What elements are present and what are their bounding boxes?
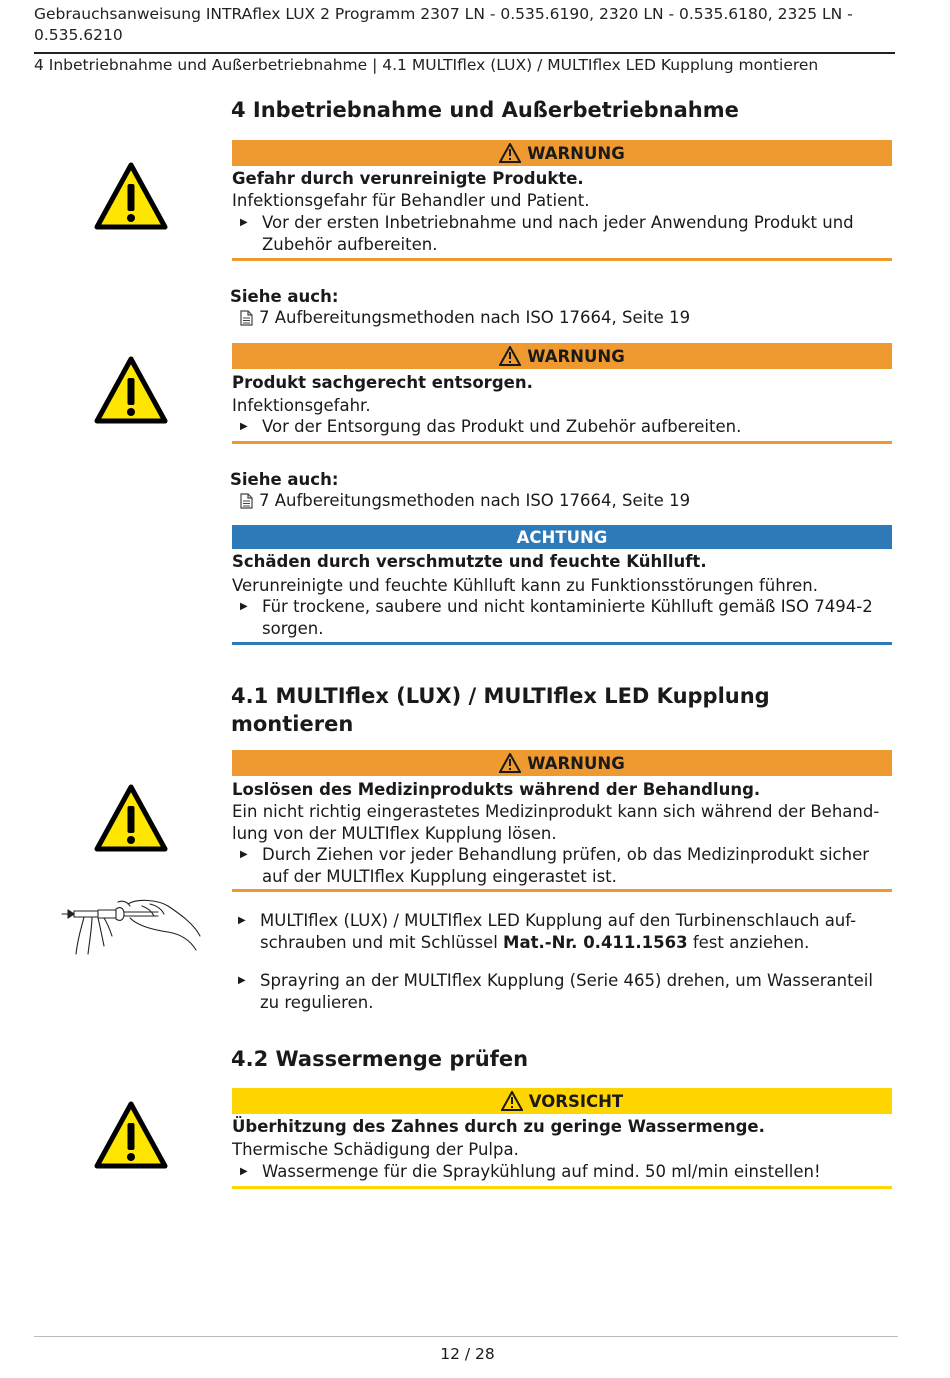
notice-headline: Schäden durch verschmutzte und feuchte Kühlluft. xyxy=(232,552,707,571)
header-divider xyxy=(34,52,895,54)
triangle-bullet-icon: ▶ xyxy=(238,975,246,986)
warning-small-icon xyxy=(501,1091,523,1111)
caution-rule xyxy=(232,1186,892,1189)
warning-consequence: Ein nicht richtig eingerastetes Medizinprodukt kann sich während der Behand- lung von der MULTIflex Kupplung lösen. xyxy=(232,802,880,843)
warning-step: ▶ Vor der Entsorgung das Produkt und Zubehör aufbereiten. xyxy=(240,417,742,436)
warning-small-icon xyxy=(499,143,521,163)
caution-banner xyxy=(232,1088,892,1114)
warning-label: WARNUNG xyxy=(527,753,625,773)
notice-consequence: Verunreinigte und feuchte Kühlluft kann zu Funktionsstörungen führen. xyxy=(232,576,818,595)
warning-rule xyxy=(232,889,892,892)
triangle-bullet-icon: ▶ xyxy=(240,421,248,432)
notice-step: ▶ Für trockene, saubere und nicht kontaminierte Kühlluft gemäß ISO 7494-2 sorgen. xyxy=(240,597,873,638)
warning-step: ▶ Vor der ersten Inbetriebnahme und nach jeder Anwendung Produkt und Zubehör aufbereiten. xyxy=(240,213,854,254)
warning-triangle-icon xyxy=(94,162,168,230)
triangle-bullet-icon: ▶ xyxy=(240,601,248,612)
caution-step: ▶ Wassermenge für die Spraykühlung auf mind. 50 ml/min einstellen! xyxy=(240,1162,821,1181)
warning-banner xyxy=(232,750,892,776)
warning-rule xyxy=(232,441,892,444)
warning-banner xyxy=(232,343,892,369)
warning-headline: Loslösen des Medizinprodukts während der Behandlung. xyxy=(232,780,761,799)
warning-label: WARNUNG xyxy=(527,346,625,366)
document-icon xyxy=(240,310,253,326)
warning-triangle-icon xyxy=(94,356,168,424)
notice-rule xyxy=(232,642,892,645)
triangle-bullet-icon: ▶ xyxy=(240,217,248,228)
caution-headline: Überhitzung des Zahnes durch zu geringe Wassermenge. xyxy=(232,1117,765,1136)
caution-label: VORSICHT xyxy=(528,1091,624,1111)
see-also-link[interactable]: 7 Aufbereitungsmethoden nach ISO 17664, Seite 19 xyxy=(240,308,690,327)
caution-consequence: Thermische Schädigung der Pulpa. xyxy=(232,1140,519,1159)
footer-divider xyxy=(34,1336,898,1337)
see-also-link[interactable]: 7 Aufbereitungsmethoden nach ISO 17664, Seite 19 xyxy=(240,491,690,510)
warning-headline: Produkt sachgerecht entsorgen. xyxy=(232,373,533,392)
notice-label: ACHTUNG xyxy=(516,527,608,547)
instruction-step: ▶ MULTIflex (LUX) / MULTIflex LED Kupplung auf den Turbinenschlauch auf- schrauben und mit Schlüssel Mat.-Nr. 0.411.1563 fest anziehen. xyxy=(238,911,857,952)
warning-headline: Gefahr durch verunreinigte Produkte. xyxy=(232,169,584,188)
warning-banner xyxy=(232,140,892,166)
notice-banner xyxy=(232,525,892,549)
page-number: 12 / 28 xyxy=(440,1345,495,1363)
subsection-title: 4.2 Wassermenge prüfen xyxy=(231,1047,529,1071)
triangle-bullet-icon: ▶ xyxy=(240,849,248,860)
triangle-bullet-icon: ▶ xyxy=(240,1166,248,1177)
warning-triangle-icon xyxy=(94,784,168,852)
warning-rule xyxy=(232,258,892,261)
material-number: Mat.-Nr. 0.411.1563 xyxy=(503,932,688,952)
warning-triangle-icon xyxy=(94,1101,168,1169)
warning-consequence: Infektionsgefahr für Behandler und Patient. xyxy=(232,191,590,210)
breadcrumb: 4 Inbetriebnahme und Außerbetriebnahme | 4.1 MULTIflex (LUX) / MULTIflex LED Kupplung montieren xyxy=(34,56,819,74)
warning-small-icon xyxy=(499,346,521,366)
instruction-step: ▶ Sprayring an der MULTIflex Kupplung (Serie 465) drehen, um Wasseranteil zu regulieren. xyxy=(238,971,873,1012)
subsection-title: 4.1 MULTIflex (LUX) / MULTIflex LED Kupplung montieren xyxy=(231,684,770,736)
see-also-label: Siehe auch: xyxy=(230,287,339,306)
warning-small-icon xyxy=(499,753,521,773)
coupling-mounting-illustration xyxy=(58,896,203,958)
see-also-label: Siehe auch: xyxy=(230,470,339,489)
section-title: 4 Inbetriebnahme und Außerbetriebnahme xyxy=(231,98,739,122)
doc-title: Gebrauchsanweisung INTRAflex LUX 2 Programm 2307 LN - 0.535.6190, 2320 LN - 0.535.6180, 2325 LN - 0.535.6210 xyxy=(34,5,853,44)
document-icon xyxy=(240,493,253,509)
triangle-bullet-icon: ▶ xyxy=(238,915,246,926)
warning-consequence: Infektionsgefahr. xyxy=(232,396,371,415)
warning-step: ▶ Durch Ziehen vor jeder Behandlung prüfen, ob das Medizinprodukt sicher auf der MULTIflex Kupplung eingerastet ist. xyxy=(240,845,870,886)
warning-label: WARNUNG xyxy=(527,143,625,163)
